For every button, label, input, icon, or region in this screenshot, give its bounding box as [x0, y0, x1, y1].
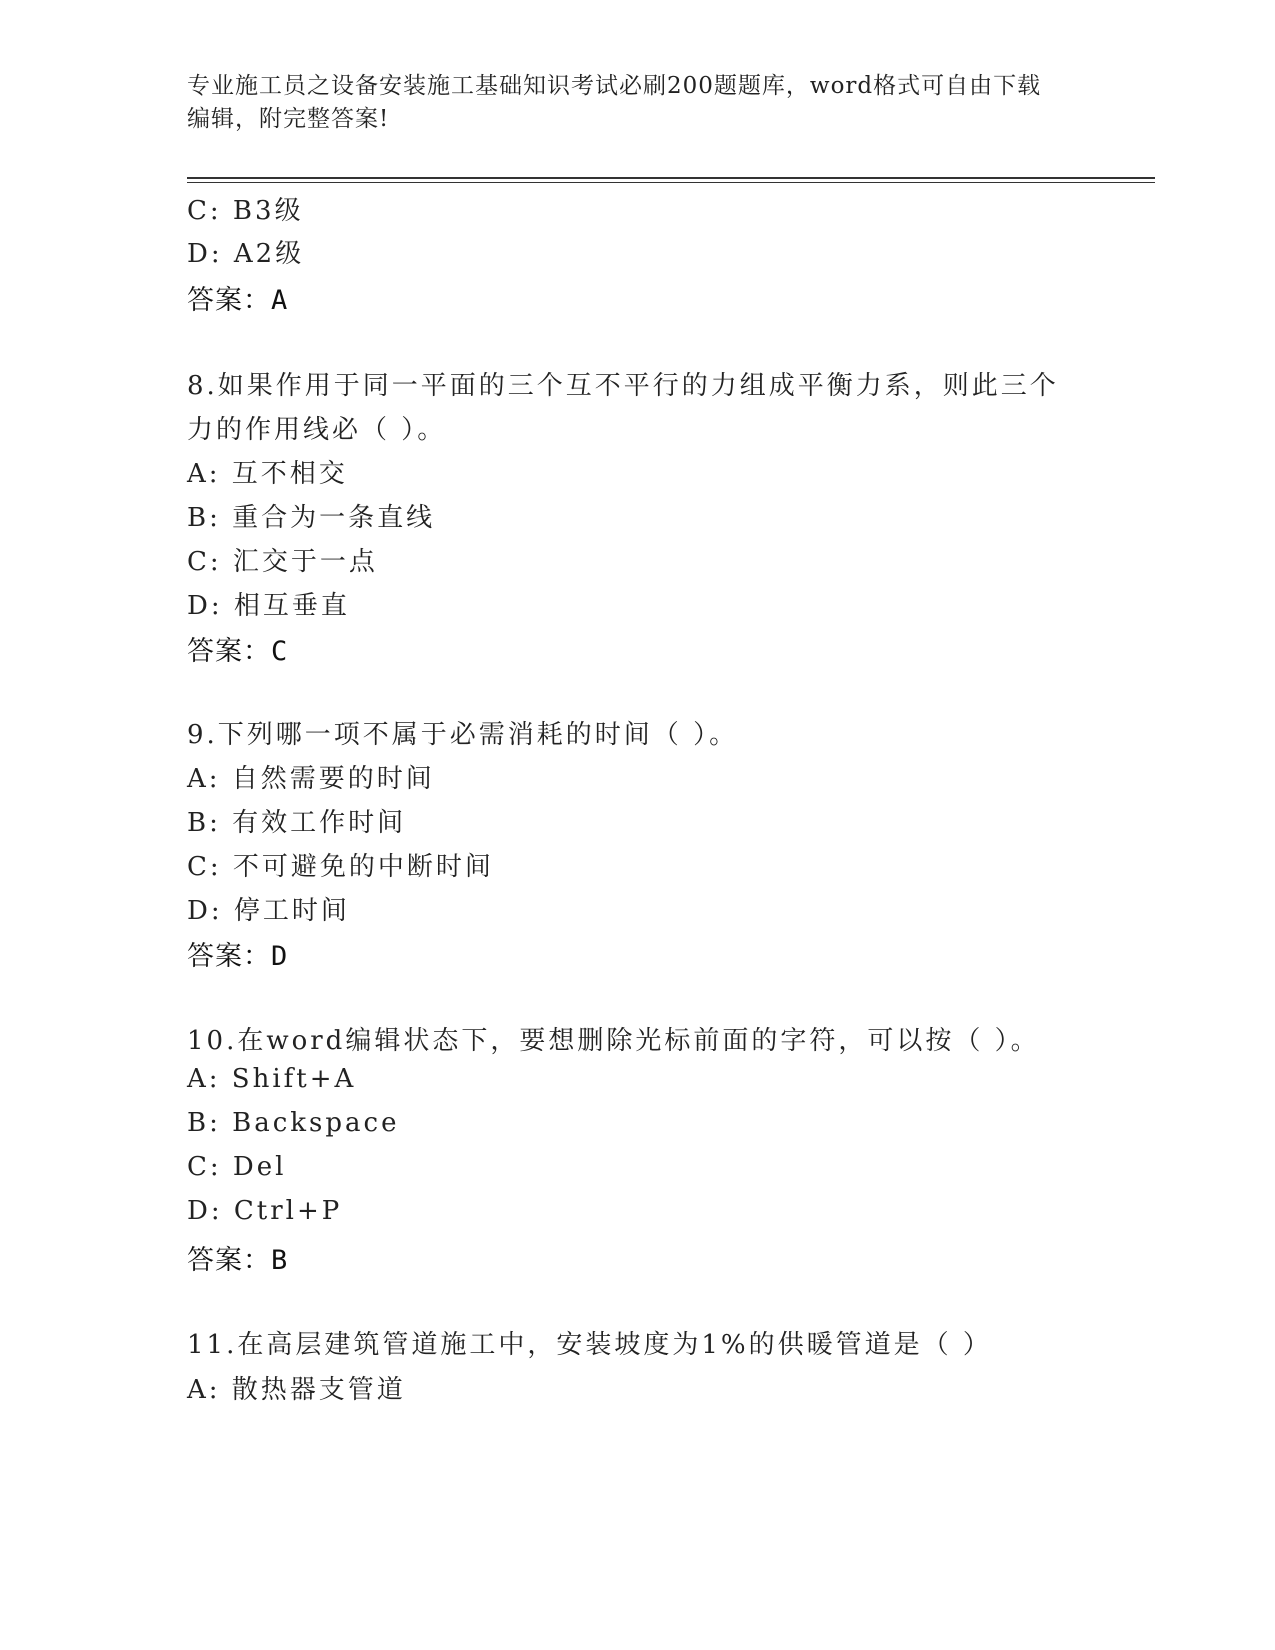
- q9-option-d: D: 停工时间: [187, 896, 350, 926]
- q10-option-c: C: Del: [187, 1152, 287, 1182]
- q9-answer: 答案：D: [187, 941, 289, 972]
- header-title-line-2: 编辑，附完整答案!: [187, 106, 390, 132]
- q8-option-d: D: 相互垂直: [187, 591, 350, 621]
- q9-option-c: C: 不可避免的中断时间: [187, 852, 494, 882]
- q10-option-d: D: Ctrl+P: [187, 1196, 343, 1226]
- q9-option-a: A: 自然需要的时间: [187, 764, 435, 794]
- q11-option-a: A: 散热器支管道: [187, 1375, 406, 1405]
- q10-option-a: A: Shift+A: [187, 1064, 357, 1094]
- header-rule-thick: [187, 177, 1155, 179]
- q10-stem: 10.在word编辑状态下，要想删除光标前面的字符，可以按（ ）。: [187, 1026, 1040, 1056]
- q10-option-b: B: Backspace: [187, 1108, 400, 1138]
- q11-stem: 11.在高层建筑管道施工中，安装坡度为1%的供暖管道是（ ）: [187, 1330, 992, 1360]
- q8-option-c: C: 汇交于一点: [187, 547, 378, 577]
- header-rule-thin: [187, 182, 1155, 183]
- q9-stem: 9.下列哪一项不属于必需消耗的时间（ ）。: [187, 720, 739, 750]
- q7-option-d: D: A2级: [187, 239, 305, 269]
- header-title-line-1: 专业施工员之设备安装施工基础知识考试必刷200题题库，word格式可自由下载: [187, 73, 1042, 99]
- q7-answer: 答案：A: [187, 285, 289, 316]
- q7-option-c: C: B3级: [187, 196, 304, 226]
- q9-option-b: B: 有效工作时间: [187, 808, 407, 838]
- q10-answer: 答案：B: [187, 1245, 289, 1276]
- q8-answer: 答案：C: [187, 636, 289, 667]
- document-header: [187, 70, 1087, 136]
- q8-option-a: A: 互不相交: [187, 459, 348, 489]
- q8-option-b: B: 重合为一条直线: [187, 503, 436, 533]
- q8-stem-line-2: 力的作用线必（ ）。: [187, 415, 447, 445]
- q8-stem-line-1: 8.如果作用于同一平面的三个互不平行的力组成平衡力系，则此三个: [187, 371, 1059, 401]
